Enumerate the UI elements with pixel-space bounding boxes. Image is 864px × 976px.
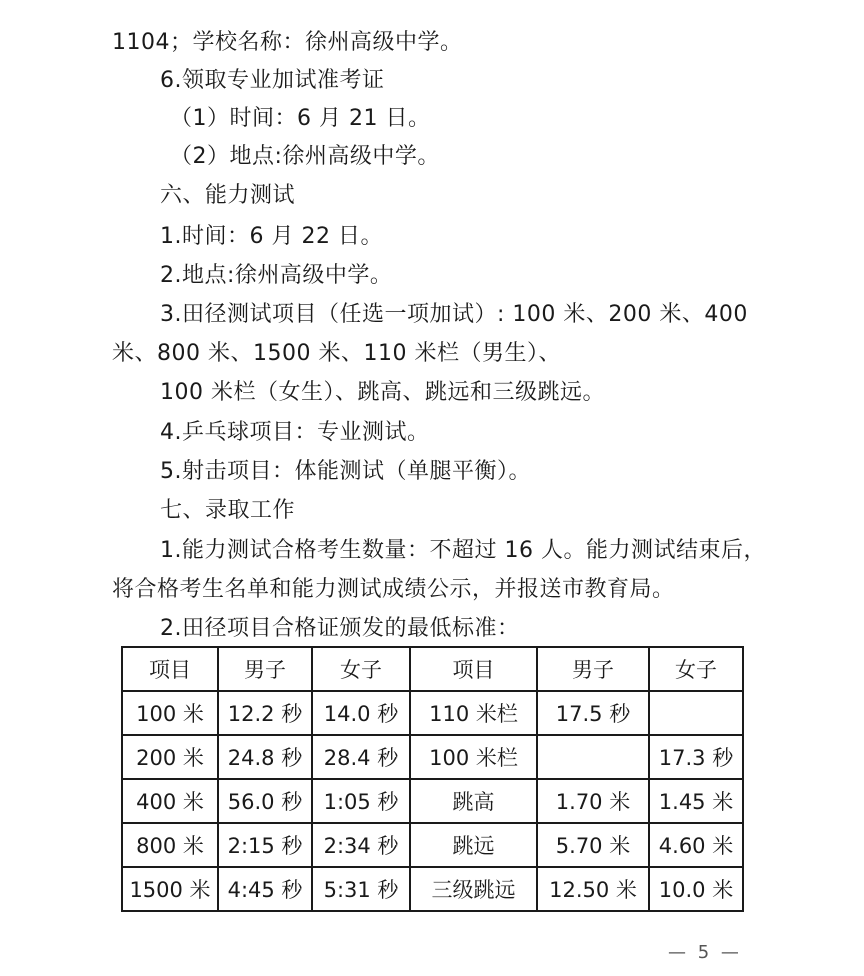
table-cell: 12.50 米: [537, 867, 649, 911]
min-standards-table: [121, 646, 744, 912]
text-line-track-items-cont2: 100 米栏（女生）、跳高、跳远和三级跳远。: [160, 380, 605, 405]
table-cell: 4:45 秒: [218, 867, 312, 911]
table-cell: 400 米: [122, 779, 218, 823]
table-row: [122, 779, 743, 823]
text-line-test-time: 1.时间：6 月 22 日。: [160, 224, 383, 249]
table-cell: 5.70 米: [537, 823, 649, 867]
table-header-cell: 项目: [122, 647, 218, 691]
text-line-table-tennis: 4.乒乓球项目：专业测试。: [160, 420, 430, 445]
text-line-ticket-location: （2）地点:徐州高级中学。: [170, 144, 440, 169]
table-header-cell: 男子: [218, 647, 312, 691]
page-number: — 5 —: [668, 942, 742, 963]
table-cell: 5:31 秒: [312, 867, 410, 911]
table-cell: 17.3 秒: [649, 735, 743, 779]
text-line-test-location: 2.地点:徐州高级中学。: [160, 263, 393, 288]
table-cell: 1.45 米: [649, 779, 743, 823]
table-cell: 1500 米: [122, 867, 218, 911]
table-cell: 100 米栏: [410, 735, 537, 779]
text-line-publicity: 将合格考生名单和能力测试成绩公示，并报送市教育局。: [112, 577, 675, 602]
table-header-cell: 男子: [537, 647, 649, 691]
table-cell: 10.0 米: [649, 867, 743, 911]
table-cell: 800 米: [122, 823, 218, 867]
table-cell: 24.8 秒: [218, 735, 312, 779]
table-cell: 56.0 秒: [218, 779, 312, 823]
table-header-cell: 女子: [312, 647, 410, 691]
table-cell: 跳远: [410, 823, 537, 867]
table-cell: 1.70 米: [537, 779, 649, 823]
table-cell: 三级跳远: [410, 867, 537, 911]
table-cell: [537, 735, 649, 779]
table-cell: 12.2 秒: [218, 691, 312, 735]
table-row: [122, 735, 743, 779]
text-line-admission-ticket: 6.领取专业加试准考证: [160, 68, 385, 93]
table-cell: 14.0 秒: [312, 691, 410, 735]
table-cell: 1:05 秒: [312, 779, 410, 823]
table-cell: 100 米: [122, 691, 218, 735]
table-cell: 2:34 秒: [312, 823, 410, 867]
table-cell: 110 米栏: [410, 691, 537, 735]
text-line-school-name: 1104；学校名称：徐州高级中学。: [112, 30, 463, 55]
text-line-standards-title: 2.田径项目合格证颁发的最低标准：: [160, 616, 520, 641]
table-header-cell: 女子: [649, 647, 743, 691]
table-header-cell: 项目: [410, 647, 537, 691]
table-cell: 4.60 米: [649, 823, 743, 867]
table-row: [122, 867, 743, 911]
section-heading-admission: 七、录取工作: [160, 498, 296, 523]
table-cell: 28.4 秒: [312, 735, 410, 779]
text-line-track-items: 3.田径测试项目（任选一项加试）: 100 米、200 米、400: [160, 302, 748, 327]
table-header-row: [122, 647, 743, 691]
text-line-qualified-count: 1.能力测试合格考生数量：不超过 16 人。能力测试结束后，: [160, 538, 766, 563]
table-row: [122, 691, 743, 735]
table-cell: 2:15 秒: [218, 823, 312, 867]
section-heading-ability-test: 六、能力测试: [160, 183, 296, 208]
table-cell: 17.5 秒: [537, 691, 649, 735]
text-line-shooting: 5.射击项目：体能测试（单腿平衡）。: [160, 459, 531, 484]
text-line-track-items-cont: 米、800 米、1500 米、110 米栏（男生）、: [112, 341, 561, 366]
table-row: [122, 823, 743, 867]
text-line-ticket-time: （1）时间：6 月 21 日。: [170, 106, 431, 131]
table-cell: 跳高: [410, 779, 537, 823]
table-cell: [649, 691, 743, 735]
table-cell: 200 米: [122, 735, 218, 779]
